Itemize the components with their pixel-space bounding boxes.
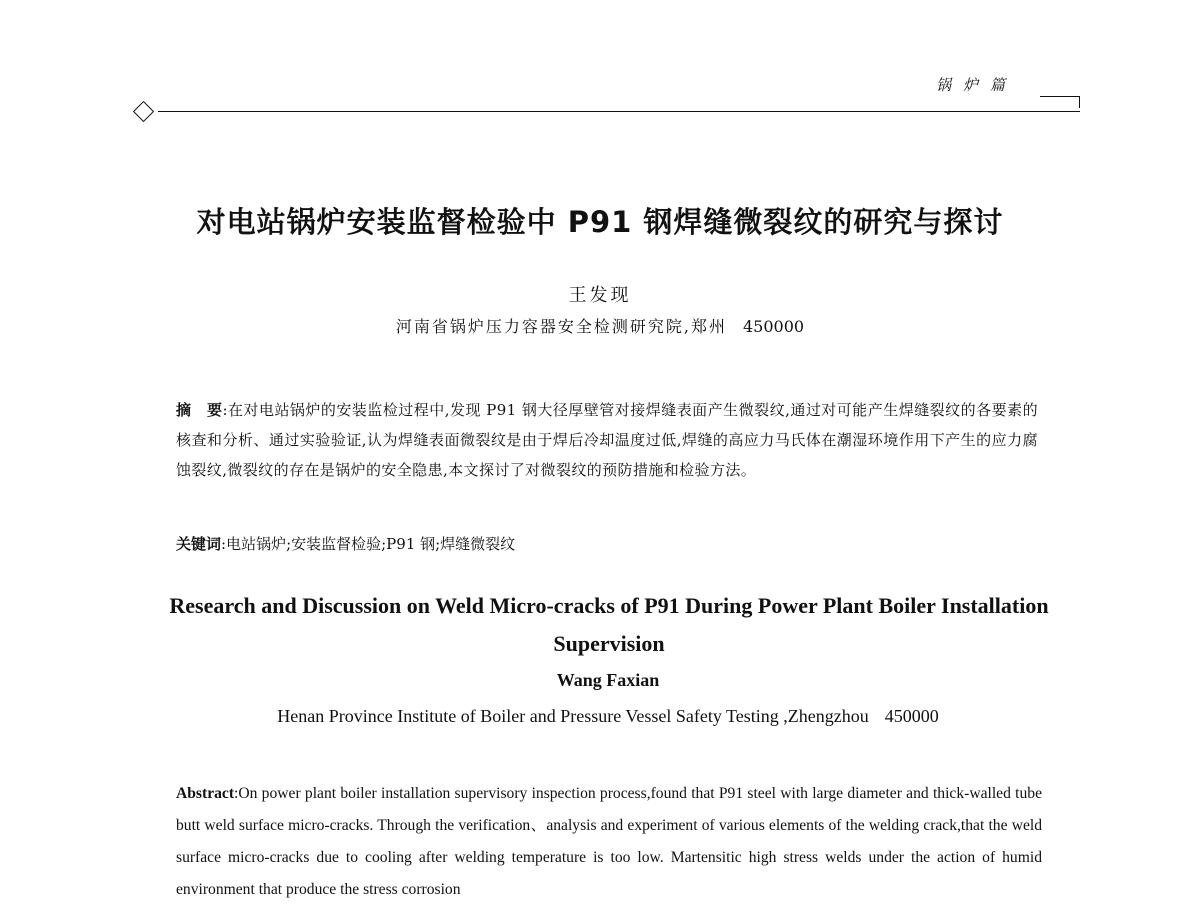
en-abstract-label: Abstract	[176, 785, 235, 802]
cn-zip-code: 450000	[743, 317, 805, 336]
cn-keywords	[176, 532, 1038, 556]
cn-abstract-label: 摘 要	[176, 401, 223, 419]
en-author: Wang Faxian	[556, 670, 660, 690]
cn-affiliation	[0, 314, 1200, 337]
en-abstract-text: :On power plant boiler installation supervisory inspection process,found that P91 steel with large diameter and thick-walled tube butt weld surface micro-cracks. Through the verification、analysis and experiment of various elements of the welding crack,that the weld surface micro-cracks due to cooling after welding temperature is too low. Martensitic high stress welds under the action of humid environment that produce the stress corrosion	[176, 785, 1042, 898]
cn-abstract-text: :在对电站锅炉的安装监检过程中,发现 P91 钢大径厚壁管对接焊缝表面产生微裂纹,通过对可能产生焊缝裂纹的各要素的核查和分析、通过实验验证,认为焊缝表面微裂纹是由于焊后冷却温度过低,焊缝的高应力马氏体在潮湿环境作用下产生的应力腐蚀裂纹,微裂纹的存在是锅炉的安全隐患,本文探讨了对微裂纹的预防措施和检验方法。	[176, 401, 1038, 479]
cn-paper-title: 对电站锅炉安装监督检验中 P91 钢焊缝微裂纹的研究与探讨	[196, 205, 1004, 239]
cn-abstract	[176, 395, 1038, 485]
header-rule-long	[158, 111, 1080, 112]
en-abstract	[176, 778, 1042, 906]
en-affiliation	[0, 706, 1200, 727]
header-rule-short	[1040, 96, 1080, 97]
cn-affiliation-text: 河南省锅炉压力容器安全检测研究院,郑州	[395, 317, 727, 336]
en-zip-code: 450000	[884, 706, 939, 726]
cn-keywords-text: :电站锅炉;安装监督检验;P91 钢;焊缝微裂纹	[221, 535, 516, 553]
cn-keywords-label: 关键词	[176, 535, 222, 553]
cn-author: 王发现	[568, 285, 632, 306]
diamond-ornament-icon	[133, 101, 154, 122]
en-paper-title: Research and Discussion on Weld Micro-cracks of P91 During Power Plant Boiler Installation Supervision	[169, 593, 1049, 656]
header-rule-tick	[1079, 96, 1080, 108]
running-header: 锅炉篇	[936, 76, 1018, 94]
en-affiliation-text: Henan Province Institute of Boiler and Pressure Vessel Safety Testing ,Zhengzhou	[277, 706, 869, 726]
